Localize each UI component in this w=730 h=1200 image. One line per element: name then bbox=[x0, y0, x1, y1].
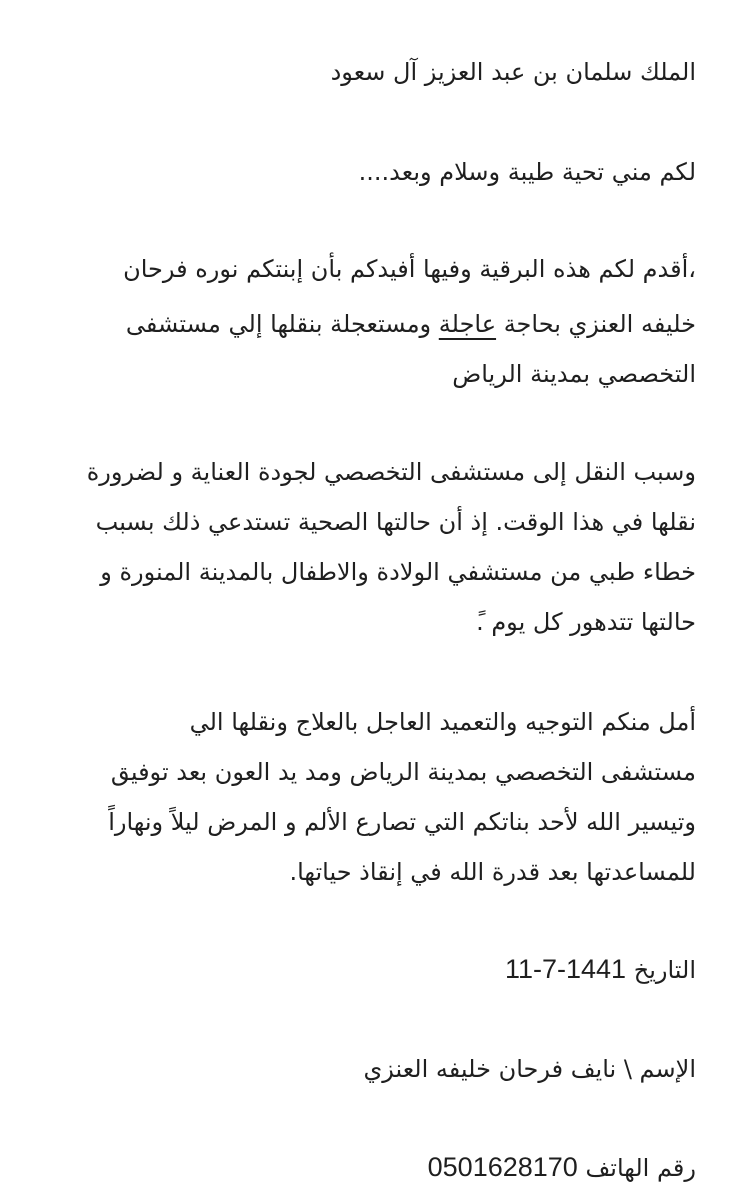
paragraph-3-line-1: أمل منكم التوجيه والتعميد العاجل بالعلاج ونقلها الي bbox=[189, 708, 696, 736]
paragraph-1-line-1: ،أقدم لكم هذه البرقية وفيها أفيدكم بأن إبنتكم نوره فرحان bbox=[123, 255, 696, 283]
paragraph-2-line-3: خطاء طبي من مستشفي الولادة والاطفال بالمدينة المنورة و bbox=[100, 558, 696, 586]
greeting-line: لكم مني تحية طيبة وسلام وبعد.... bbox=[358, 158, 696, 186]
date-label: التاريخ bbox=[633, 956, 696, 984]
date-line bbox=[26, 952, 696, 987]
paragraph-3-line-2: مستشفى التخصصي بمدينة الرياض ومد يد العون بعد توفيق bbox=[110, 758, 696, 786]
paragraph-1-line-2-end: ومستعجلة بنقلها إلي مستشفى bbox=[125, 310, 439, 338]
date-value: 11-7-1441 bbox=[504, 954, 627, 984]
urgent-word: عاجلة bbox=[438, 310, 497, 338]
paragraph-2-line-2: نقلها في هذا الوقت. إذ أن حالتها الصحية تستدعي ذلك بسبب bbox=[95, 508, 696, 536]
paragraph-3-line-4: للمساعدتها بعد قدرة الله في إنقاذ حياتها. bbox=[289, 858, 696, 886]
paragraph-1-line-2-start: خليفه العنزي بحاجة bbox=[496, 310, 696, 338]
paragraph-3-line-3: وتيسير الله لأحد بناتكم التي تصارع الألم و المرض ليلاً ونهاراً bbox=[108, 808, 696, 836]
recipient-line: الملك سلمان بن عبد العزيز آل سعود bbox=[330, 58, 696, 86]
name-label: الإسم \ bbox=[623, 1055, 696, 1083]
paragraph-1-line-3: التخصصي بمدينة الرياض bbox=[452, 360, 696, 388]
name-line bbox=[26, 1052, 696, 1086]
phone-label: رقم الهاتف bbox=[585, 1154, 696, 1182]
name-value: نايف فرحان خليفه العنزي bbox=[363, 1055, 617, 1083]
paragraph-2-line-1: وسبب النقل إلى مستشفى التخصصي لجودة العناية و لضرورة bbox=[86, 458, 696, 486]
phone-value: 0501628170 bbox=[427, 1152, 578, 1182]
paragraph-1-line-2 bbox=[26, 307, 696, 341]
phone-line bbox=[26, 1150, 696, 1185]
paragraph-2-line-4: حالتها تتدهور كل يوم .ً bbox=[476, 608, 696, 636]
